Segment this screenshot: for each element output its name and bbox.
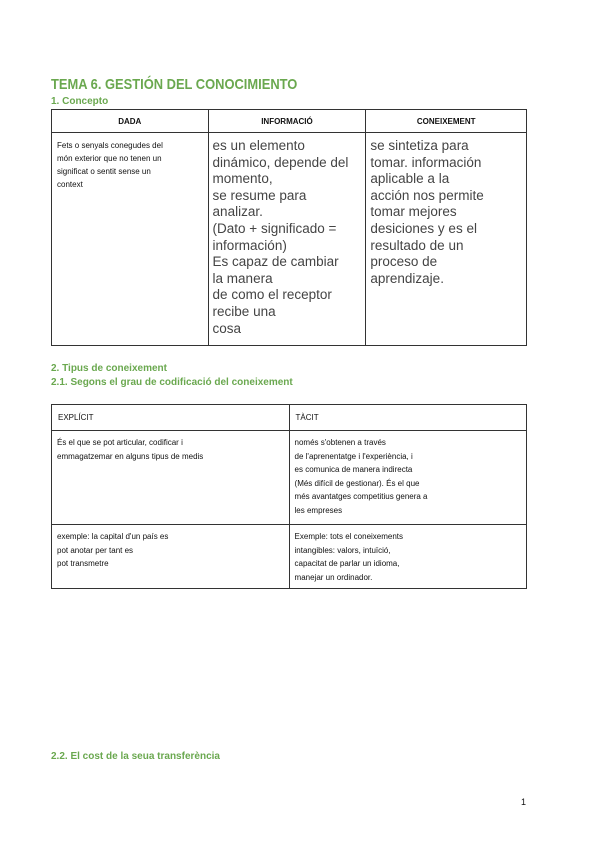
text-line: se sintetiza para <box>370 138 469 153</box>
page-number: 1 <box>521 797 527 807</box>
text-line: información) <box>212 237 287 253</box>
text-line: només s'obtenen a través <box>294 438 386 447</box>
text-line: món exterior que no tenen un <box>57 154 162 163</box>
text-line: context <box>57 180 83 189</box>
text-line: (Dato + significado = <box>212 220 337 236</box>
section-heading-tipus: 2. Tipus de coneixement <box>51 363 167 374</box>
text-line: desiciones y es el <box>370 220 477 236</box>
text-line: Es capaz de cambiar <box>212 254 339 270</box>
text-line: És el que se pot articular, codificar i <box>57 438 183 447</box>
text-line: Fets o senyals conegudes del <box>57 141 163 150</box>
cell-explicit-definition <box>52 431 290 525</box>
text-line: la manera <box>212 270 273 286</box>
text-line: acción nos permite <box>370 187 484 203</box>
section-heading-concepto: 1. Concepto <box>51 96 109 107</box>
table-header-row <box>52 110 527 133</box>
text-line: proceso de <box>370 254 438 270</box>
text-line: dinámico, depende del <box>212 154 349 170</box>
text-line: es comunica de manera indirecta <box>294 465 413 474</box>
text-line: més avantatges competitius genera a <box>294 492 428 501</box>
text-line: analizar. <box>212 204 263 220</box>
cell-informacio <box>208 133 366 346</box>
text-line: pot transmetre <box>57 559 109 568</box>
cell-dada <box>52 133 209 346</box>
cell-tacit-definition <box>289 431 526 525</box>
page-title: TEMA 6. GESTIÓN DEL CONOCIMIENTO <box>51 76 298 93</box>
text-line: (Més difícil de gestionar). És el que <box>294 478 420 488</box>
header-dada: DADA <box>52 110 209 133</box>
table-row <box>52 133 527 346</box>
text-line: emmagatzemar en alguns tipus de medis <box>57 451 204 461</box>
text-line: de l'aprenentatge i l'experiència, i <box>294 451 413 461</box>
text-line: de como el receptor <box>212 287 332 303</box>
knowledge-types-table <box>51 404 527 589</box>
cell-tacit-example <box>289 525 526 589</box>
concept-table <box>51 109 527 346</box>
table-row <box>52 525 527 589</box>
cell-explicit-example <box>52 525 290 589</box>
text-line: momento, <box>212 171 273 187</box>
header-tacit: TÀCIT <box>289 405 526 431</box>
text-line: aprendizaje. <box>370 270 444 286</box>
header-explicit: EXPLÍCIT <box>52 405 290 431</box>
text-line: intangibles: valors, intuïció, <box>294 545 391 555</box>
table-row <box>52 431 527 525</box>
text-line: cosa <box>212 320 242 336</box>
table-header-row <box>52 405 527 431</box>
header-informacio: INFORMACIÓ <box>208 110 366 133</box>
section-heading-cost: 2.2. El cost de la seua transferència <box>51 751 220 762</box>
text-line: tomar mejores <box>370 204 457 220</box>
text-line: manejar un ordinador. <box>294 572 373 582</box>
header-coneixement: CONEIXEMENT <box>366 110 527 133</box>
text-line: les empreses <box>294 505 343 515</box>
text-line: recibe una <box>212 303 276 319</box>
text-line: aplicable a la <box>370 171 450 187</box>
text-line: Exemple: tots el coneixements <box>294 532 404 541</box>
section-heading-codificacio: 2.1. Segons el grau de codificació del coneixement <box>51 377 293 388</box>
text-line: tomar. información <box>370 154 482 170</box>
text-line: capacitat de parlar un idioma, <box>294 559 400 568</box>
text-line: resultado de un <box>370 237 464 253</box>
text-line: pot anotar per tant es <box>57 545 134 555</box>
text-line: exemple: la capital d'un país es <box>57 532 169 541</box>
cell-coneixement <box>366 133 527 346</box>
text-line: es un elemento <box>212 138 305 153</box>
text-line: se resume para <box>212 187 307 203</box>
text-line: significat o sentit sense un <box>57 167 151 176</box>
